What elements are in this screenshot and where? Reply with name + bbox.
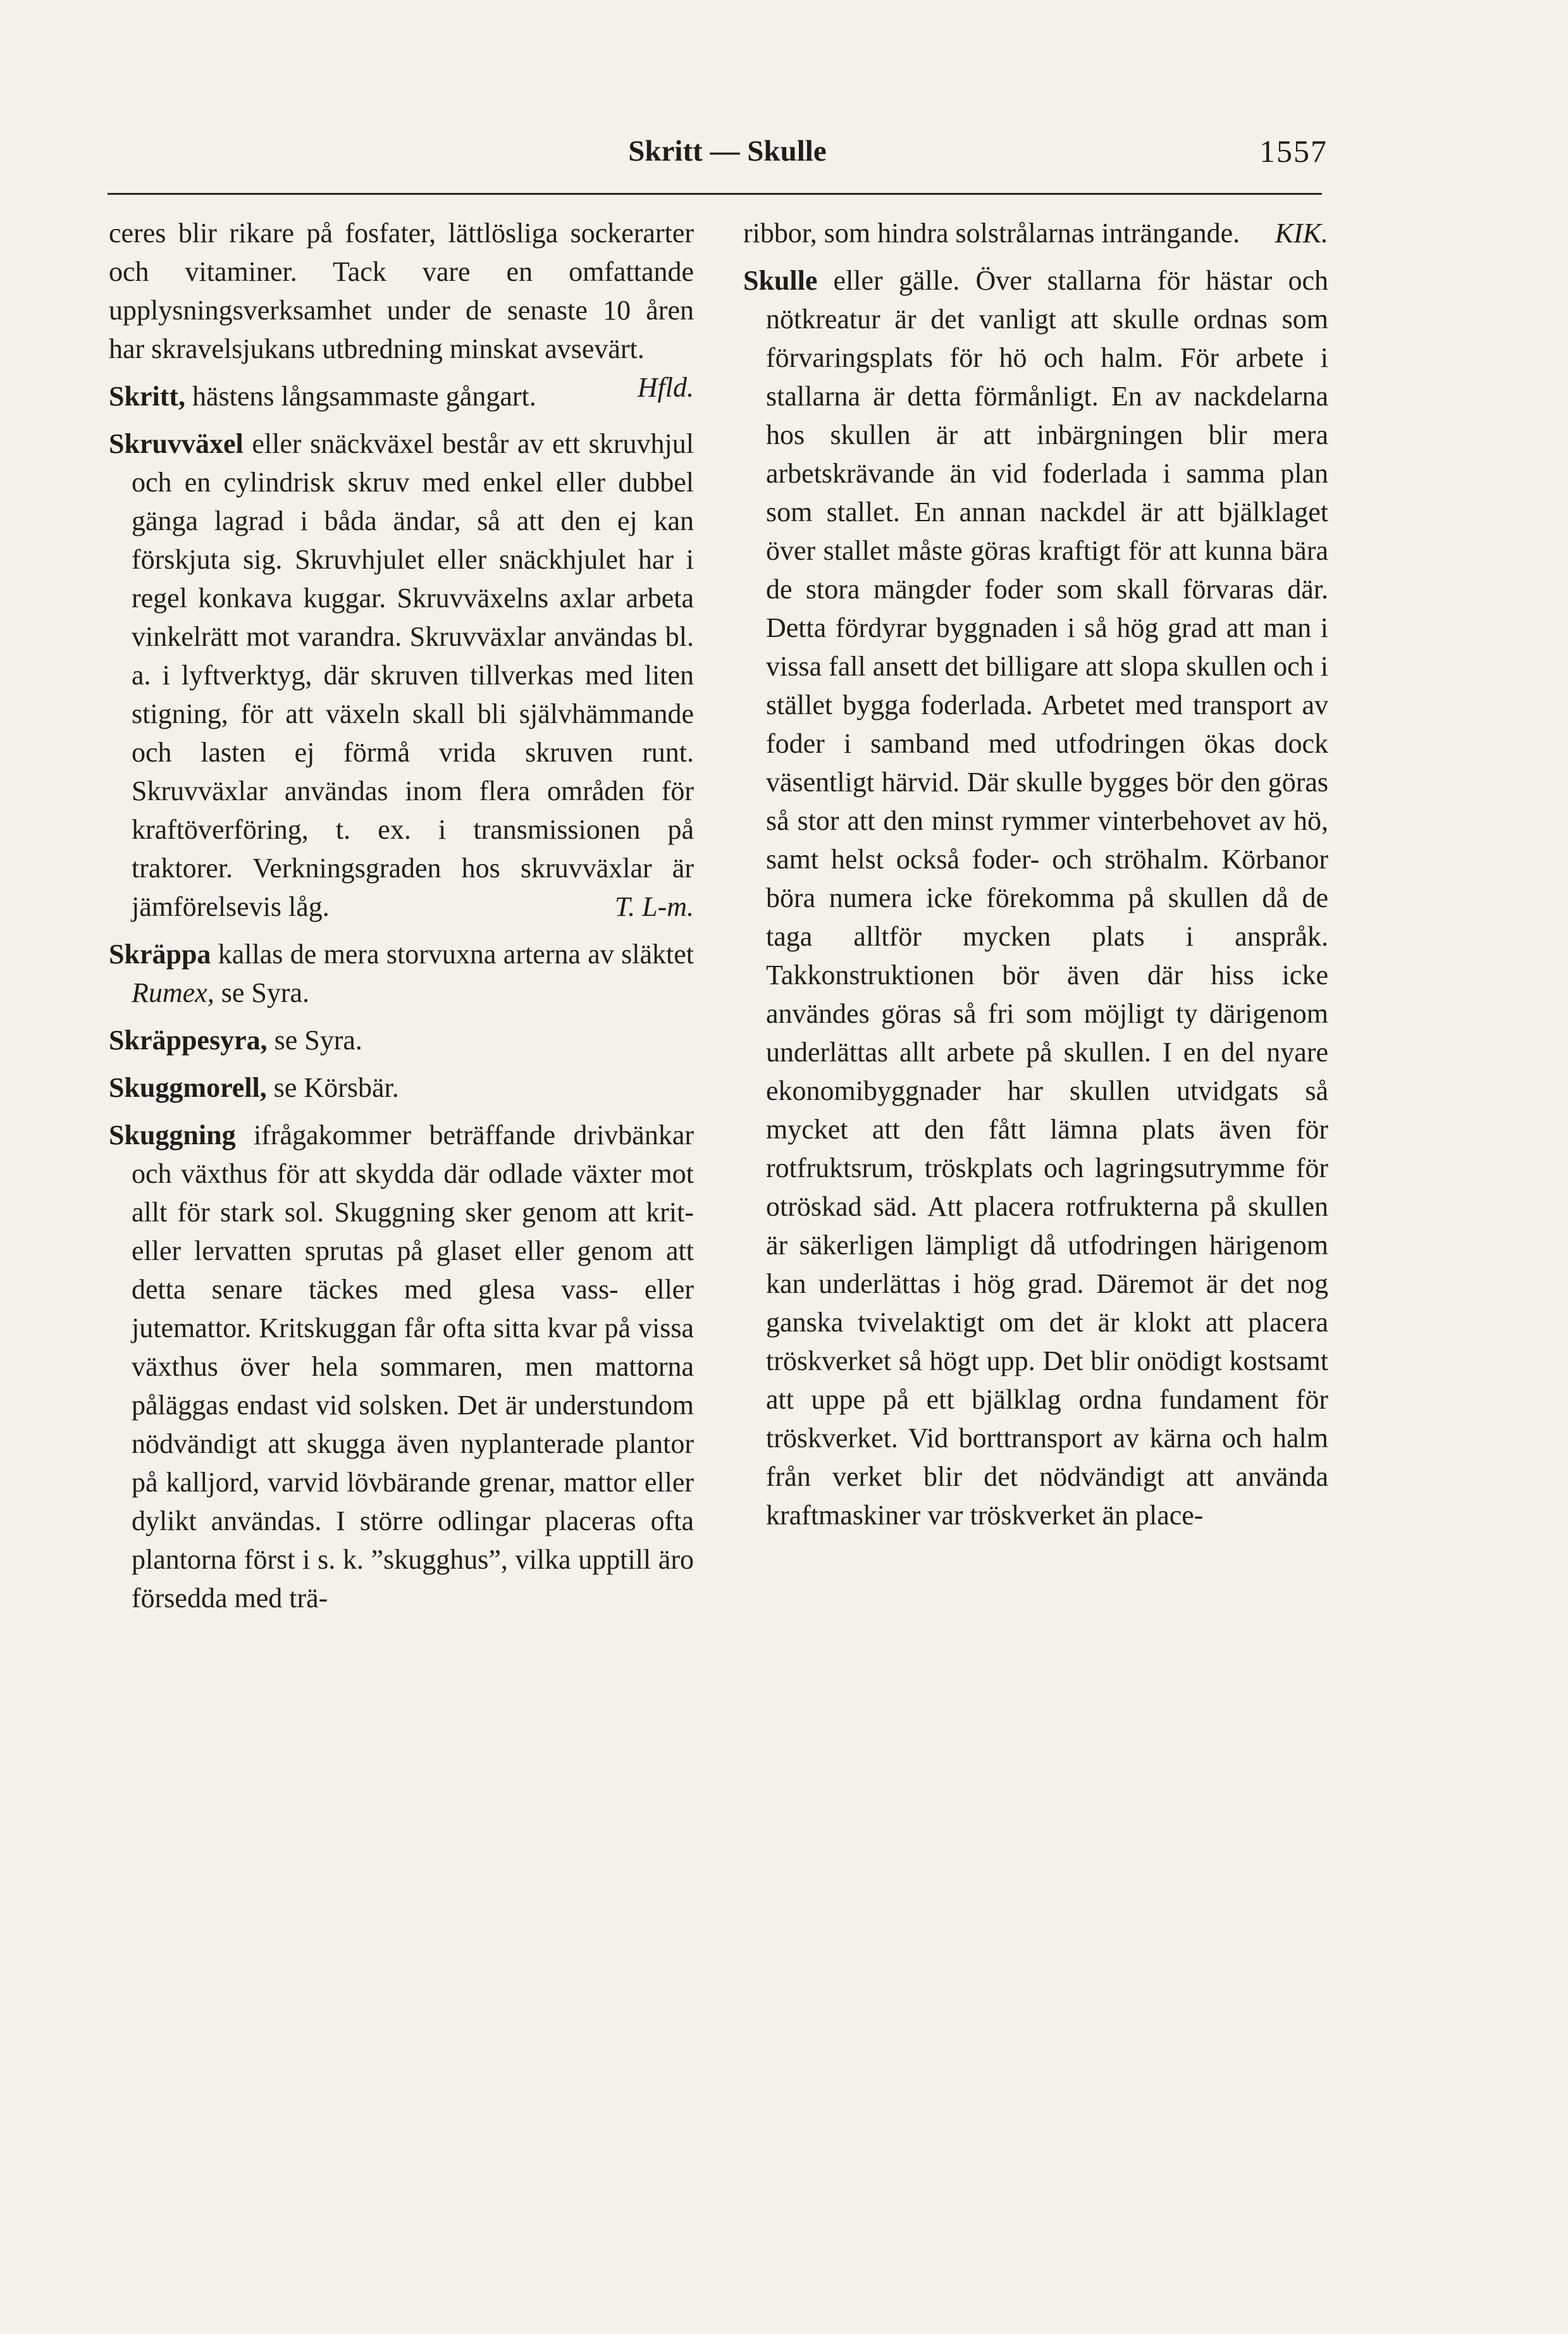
author-signature: KIK.: [1275, 218, 1328, 249]
entry-text: kallas de mera storvuxna arterna av släktet: [211, 939, 694, 970]
page-number: 1557: [1259, 133, 1328, 169]
headword: Skritt,: [109, 381, 185, 412]
header-rule: [108, 193, 1322, 195]
entry-skrappa: [109, 935, 694, 1012]
headword: Skuggmorell,: [109, 1072, 267, 1103]
author-signature: T. L-m.: [614, 891, 694, 922]
entry-skuggning: [109, 1116, 694, 1617]
headword: Skulle: [743, 265, 818, 296]
right-column: [743, 214, 1328, 1543]
headword: Skruvväxel: [109, 428, 244, 459]
headword: Skuggning: [109, 1120, 236, 1151]
entry-skuggmorell: [109, 1068, 694, 1107]
entry-skrappesyra: [109, 1021, 694, 1059]
author-signature: Hfld.: [637, 372, 694, 403]
entry-skulle: [743, 261, 1328, 1534]
running-head: Skritt — Skulle: [628, 135, 827, 168]
entry-text: hästens långsammaste gångart.: [185, 381, 536, 412]
headword: Skräppa: [109, 939, 211, 970]
entry-text: ifrågakommer beträffande drivbänkar och växthus för att skydda där odlade växter mot allt för stark sol. Skuggning sker genom att krit- eller lervatten sprutas på glaset eller genom att detta senare täckes med glesa vass- eller jutemattor. Kritskuggan får ofta sitta kvar på vissa växthus över hela sommaren, men mattorna påläggas endast vid solsken. Det är understundom nödvändigt att skugga även nyplanterade plantor på kalljord, varvid lövbärande grenar, mattor eller dylikt användas. I större odlingar placeras ofta plantorna först i s. k. ”skugghus”, vilka upptill äro försedda med trä-: [132, 1120, 694, 1614]
left-column: [109, 214, 694, 1626]
headword: Skräppesyra,: [109, 1025, 268, 1056]
entry-text: eller snäckväxel består av ett skruvhjul och en cylindrisk skruv med enkel eller dubbel gänga lagrad i båda ändar, så att den ej kan förskjuta sig. Skruvhjulet eller snäckhjulet har i regel konkava kuggar. Skruvväxelns axlar arbeta vinkelrätt mot varandra. Skruvväxlar användas bl. a. i lyftverktyg, där skruven tillverkas med liten stigning, för att växeln skall bli självhämmande och lasten ej förmå vrida skruven runt. Skruvväxlar användas inom flera områden för kraftöverföring, t. ex. i transmissionen på traktorer. Verkningsgraden hos skruvväxlar är jämförelsevis låg.: [132, 428, 694, 922]
genus-name: Rumex,: [132, 977, 214, 1008]
entry-text: ceres blir rikare på fosfater, lättlösliga sockerarter och vitaminer. Tack vare en omfattande upplysningsverksamhet under de senaste 10 åren har skravelsjukans utbredning minskat avsevärt.: [109, 218, 694, 364]
entry-text: se Körsbär.: [266, 1072, 399, 1103]
entry-text: ribbor, som hindra solstrålarnas inträngande.: [743, 218, 1240, 249]
entry-text: eller gälle. Över stallarna för hästar och nötkreatur är det vanligt att skulle ordnas som förvaringsplats för hö och halm. För arbete i stallarna är detta förmånligt. En av nackdelarna hos skullen är att inbärgningen blir mera arbetskrävande än vid foderlada i samma plan som stallet. En annan nackdel är att bjälklaget över stallet måste göras kraftigt för att kunna bära de stora mängder foder som skall förvaras där. Detta fördyrar byggnaden i så hög grad att man i vissa fall ansett det billigare att slopa skullen och i stället bygga foderlada. Arbetet med transport av foder i samband med utfodringen ökas dock väsentligt härvid. Där skulle bygges bör den göras så stor att den minst rymmer vinterbehovet av hö, samt helst också foder- och ströhalm. Körbanor böra numera icke förekomma på skullen då de taga alltför mycken plats i anspråk. Takkonstruktionen bör även där hiss icke användes göras så fri som möjligt ty därigenom underlättas allt arbete på skullen. I en del nyare ekonomibyggnader har skullen utvidgats så mycket att den fått lämna plats även för rotfruktsrum, tröskplats och lagringsutrymme för otröskad säd. Att placera rotfrukterna på skullen är säkerligen lämpligt då utfodringen härigenom kan underlättas i hög grad. Däremot är det nog ganska tvivelaktigt om det är klokt att placera tröskverket så högt upp. Det blir onödigt kostsamt att uppe på ett bjälklag ordna fundament för tröskverket. Vid borttransport av kärna och halm från verket blir det nödvändigt att använda kraftmaskiner var tröskverket än place-: [766, 265, 1328, 1531]
entry-text: se Syra.: [214, 977, 310, 1008]
entry-skritt: [109, 377, 694, 416]
entry-text: se Syra.: [267, 1025, 362, 1056]
entry-continuation: [743, 214, 1328, 252]
entry-skruvvaxel: [109, 424, 694, 926]
